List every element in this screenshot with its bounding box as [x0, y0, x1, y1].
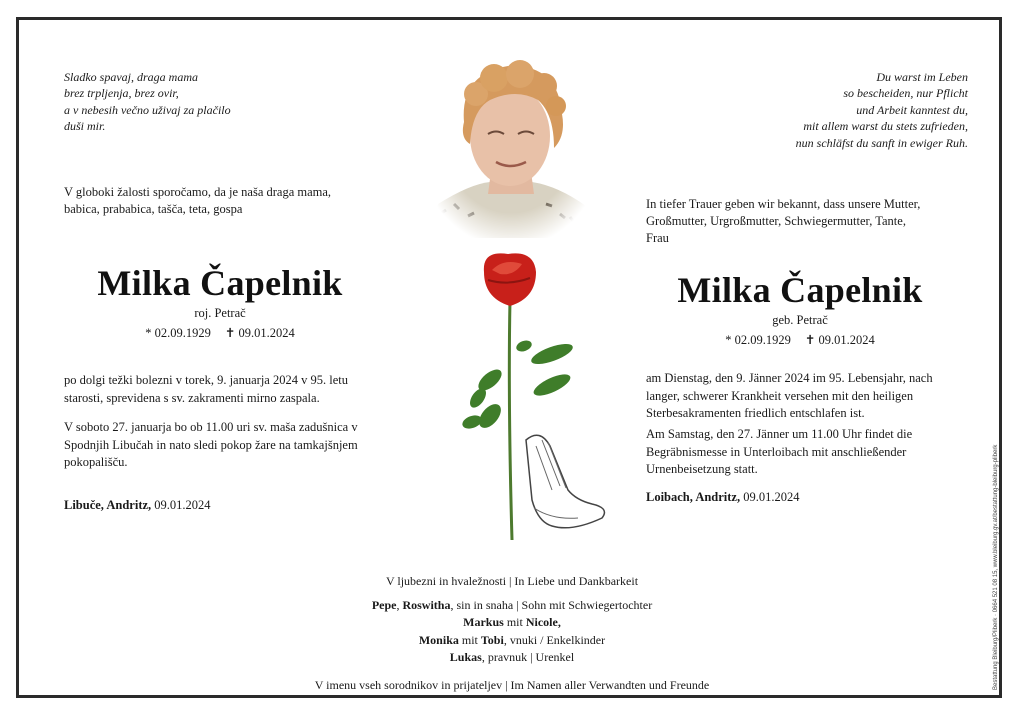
text-line: starosti, sprevidena s sv. zakramenti mirno zaspala. — [64, 390, 320, 405]
birth-date: * 02.09.1929 — [145, 326, 211, 340]
text-line: Begräbnismesse in Unterloibach mit anschließender — [646, 444, 907, 459]
text-line: langer, schwerer Krankheit versehen mit den heiligen — [646, 388, 914, 403]
connector: mit — [458, 632, 481, 647]
birth-date: * 02.09.1929 — [725, 333, 791, 347]
text-line: Sterbesakramenten friedlich entschlafen ist. — [646, 406, 865, 420]
right-poem-line: nun schläfst du sanft in ewiger Ruh. — [795, 135, 968, 150]
rose-illustration — [452, 250, 612, 550]
place-name: Loibach, Andritz, — [646, 490, 741, 504]
punctuation: , — [557, 615, 561, 629]
left-poem-line: brez trpljenja, brez ovir, — [64, 86, 179, 101]
footer-closing: V imenu vseh sorodnikov in prijateljev | Im Namen aller Verwandten und Freunde — [314, 677, 710, 692]
footer-heading: V ljubezni in hvaležnosti | In Liebe und Dankbarkeit — [385, 574, 639, 588]
connector: mit — [503, 615, 526, 629]
life-dates — [70, 325, 370, 341]
family-name: Pepe — [371, 597, 397, 612]
left-paragraph-2 — [64, 419, 358, 472]
place-date: 09.01.2024 — [154, 498, 211, 512]
text-line: Spodnjih Libučah in nato sledi pokop žare na tamkajšnjem — [64, 437, 358, 452]
right-poem-line: so bescheiden, nur Pflicht — [843, 86, 968, 101]
maiden-name: geb. Petrač — [772, 313, 828, 327]
right-place-date — [646, 490, 800, 505]
right-intro-line: Großmutter, Urgroßmutter, Schwiegermutter, Tante, — [646, 214, 906, 228]
family-footer — [180, 573, 844, 694]
place-date: 09.01.2024 — [743, 490, 800, 504]
right-paragraph-2 — [646, 426, 912, 479]
left-intro-line: V globoki žalosti sporočamo, da je naša draga mama, — [64, 185, 332, 199]
right-intro-line: In tiefer Trauer geben wir bekannt, dass unsere Mutter, — [646, 197, 921, 211]
family-name: Nicole — [525, 615, 558, 629]
relation-text: , pravnuk | Urenkel — [481, 650, 575, 664]
text-line: V soboto 27. januarja bo ob 11.00 uri sv. maša zadušnica v — [64, 420, 358, 434]
right-poem-line: mit allem warst du stets zufrieden, — [803, 119, 968, 134]
family-line — [180, 649, 844, 667]
text-line: Urnenbeisetzung statt. — [646, 462, 758, 476]
separator: , — [396, 597, 403, 612]
right-intro — [646, 196, 920, 247]
text-line: Am Samstag, den 27. Jänner um 11.00 Uhr findet die — [646, 427, 913, 441]
left-poem — [64, 69, 231, 135]
text-line: po dolgi težki bolezni v torek, 9. januarja 2024 v 95. letu — [64, 373, 348, 387]
deceased-name: Milka Čapelnik — [97, 263, 343, 303]
left-place-date — [64, 498, 211, 513]
family-line — [180, 614, 844, 632]
right-poem-line: und Arbeit kanntest du, — [856, 102, 968, 117]
right-name-block — [650, 269, 950, 348]
family-name: Lukas — [449, 650, 482, 664]
life-dates — [650, 332, 950, 348]
left-name-block — [70, 262, 370, 341]
text-line: am Dienstag, den 9. Jänner 2024 im 95. Lebensjahr, nach — [646, 371, 933, 385]
funeral-home-imprint: Bestattung Bleiburg/Pliberk · 0664 521 08 15, www.bleiburg.gv.at/bestattung-bleiburg-pliberk — [993, 444, 999, 690]
text-line: pokopališču. — [64, 455, 128, 469]
left-intro-line: babica, prababica, tašča, teta, gospa — [64, 202, 243, 216]
right-poem-line: Du warst im Leben — [876, 70, 968, 84]
right-intro-line: Frau — [646, 231, 669, 245]
relation-text: , sin in snaha | Sohn mit Schwiegertochter — [450, 597, 653, 612]
family-name: Roswitha — [402, 597, 451, 612]
left-paragraph-1 — [64, 372, 348, 407]
family-line — [180, 597, 844, 615]
family-name: Markus — [463, 615, 504, 629]
right-poem — [796, 69, 968, 151]
death-date: ✝ 09.01.2024 — [804, 333, 875, 347]
family-line — [180, 632, 844, 650]
deceased-name: Milka Čapelnik — [677, 270, 923, 310]
right-paragraph-1 — [646, 370, 933, 423]
left-poem-line: duši mir. — [64, 119, 106, 134]
left-poem-line: a v nebesih večno uživaj za plačilo — [64, 102, 231, 117]
relation-text: , vnuki / Enkelkinder — [503, 632, 606, 647]
death-date: ✝ 09.01.2024 — [224, 326, 295, 340]
left-poem-line: Sladko spavaj, draga mama — [64, 70, 198, 84]
left-intro — [64, 184, 331, 218]
maiden-name: roj. Petrač — [194, 306, 246, 320]
place-name: Libuče, Andritz, — [64, 498, 152, 512]
family-name: Tobi — [480, 632, 504, 647]
family-name: Monika — [418, 632, 459, 647]
portrait-photo — [430, 44, 592, 238]
